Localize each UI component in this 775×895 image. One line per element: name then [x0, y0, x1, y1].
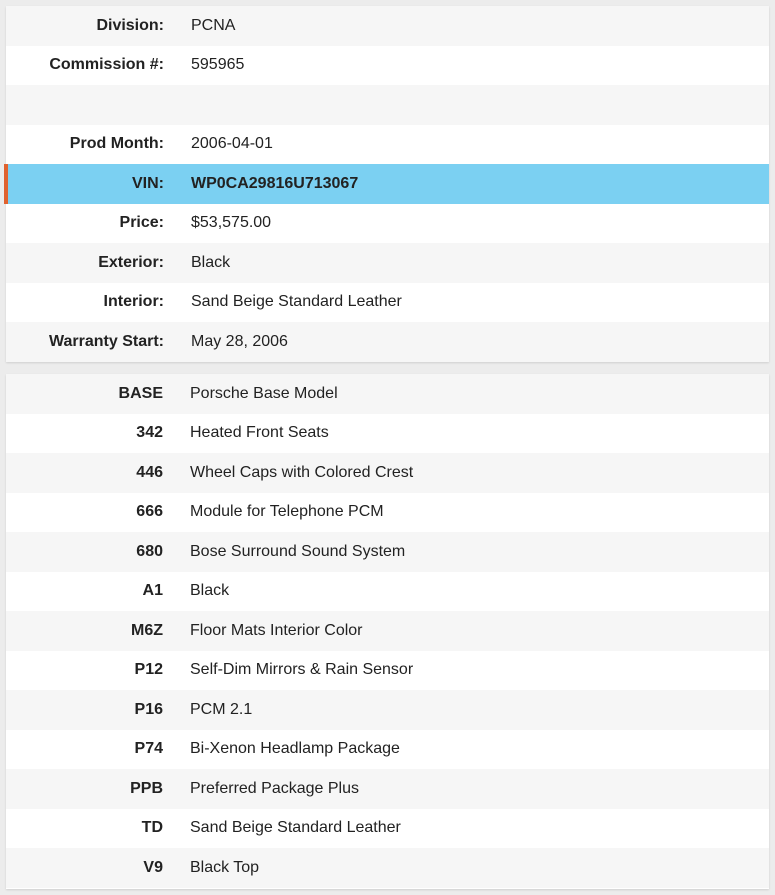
warranty-start-row [6, 322, 769, 362]
price-row [6, 204, 769, 244]
options-card [6, 374, 769, 889]
option-row [6, 690, 769, 730]
option-row [6, 453, 769, 493]
price-label: Price: [119, 214, 164, 232]
option-code: P74 [134, 740, 163, 758]
option-row [6, 572, 769, 612]
option-code: P12 [134, 661, 163, 679]
option-row [6, 532, 769, 572]
option-row [6, 769, 769, 809]
option-description: Self-Dim Mirrors & Rain Sensor [190, 661, 414, 679]
option-row [6, 414, 769, 454]
option-row [6, 611, 769, 651]
option-description: Bose Surround Sound System [190, 542, 406, 560]
option-code: PPB [130, 779, 163, 797]
exterior-label: Exterior: [98, 253, 164, 271]
warranty-start-value: May 28, 2006 [191, 332, 288, 350]
interior-label: Interior: [103, 293, 164, 311]
option-code: 342 [136, 424, 163, 442]
option-row [6, 651, 769, 691]
option-description: Sand Beige Standard Leather [190, 819, 401, 837]
option-code: A1 [142, 582, 163, 600]
prod-month-value: 2006-04-01 [191, 135, 273, 153]
vehicle-info-card [6, 6, 769, 362]
commission-value: 595965 [191, 56, 245, 74]
option-code: BASE [118, 384, 163, 402]
exterior-value: Black [191, 253, 231, 271]
commission-row [6, 46, 769, 86]
vin-row[interactable] [6, 164, 769, 204]
option-description: Module for Telephone PCM [190, 503, 384, 521]
division-value: PCNA [191, 16, 236, 34]
option-row [6, 493, 769, 533]
commission-label: Commission #: [49, 56, 164, 74]
option-description: Floor Mats Interior Color [190, 621, 363, 639]
option-row [6, 374, 769, 414]
option-description: Wheel Caps with Colored Crest [190, 463, 414, 481]
prod-month-label: Prod Month: [69, 135, 164, 153]
option-description: PCM 2.1 [190, 700, 253, 718]
option-row [6, 809, 769, 849]
price-value: $53,575.00 [191, 214, 272, 232]
option-row [6, 730, 769, 770]
option-code: V9 [143, 858, 163, 876]
division-label: Division: [96, 16, 164, 34]
option-code: 666 [136, 503, 163, 521]
option-code: P16 [134, 700, 163, 718]
exterior-row [6, 243, 769, 283]
prod-month-row [6, 125, 769, 165]
vin-value[interactable]: WP0CA29816U713067 [191, 174, 359, 192]
vin-label: VIN: [132, 174, 164, 192]
option-description: Preferred Package Plus [190, 779, 359, 797]
option-code: TD [141, 819, 163, 837]
option-code: 446 [136, 463, 163, 481]
interior-row [6, 283, 769, 323]
option-code: M6Z [131, 621, 163, 639]
option-description: Porsche Base Model [190, 384, 338, 402]
option-row [6, 848, 769, 888]
option-description: Black [190, 582, 230, 600]
option-description: Bi-Xenon Headlamp Package [190, 740, 400, 758]
interior-value: Sand Beige Standard Leather [191, 293, 402, 311]
blank-row [6, 85, 769, 125]
option-description: Heated Front Seats [190, 424, 329, 442]
vin-accent-bar [4, 164, 8, 204]
division-row [6, 6, 769, 46]
option-description: Black Top [190, 858, 260, 876]
option-code: 680 [136, 542, 163, 560]
warranty-start-label: Warranty Start: [49, 332, 164, 350]
